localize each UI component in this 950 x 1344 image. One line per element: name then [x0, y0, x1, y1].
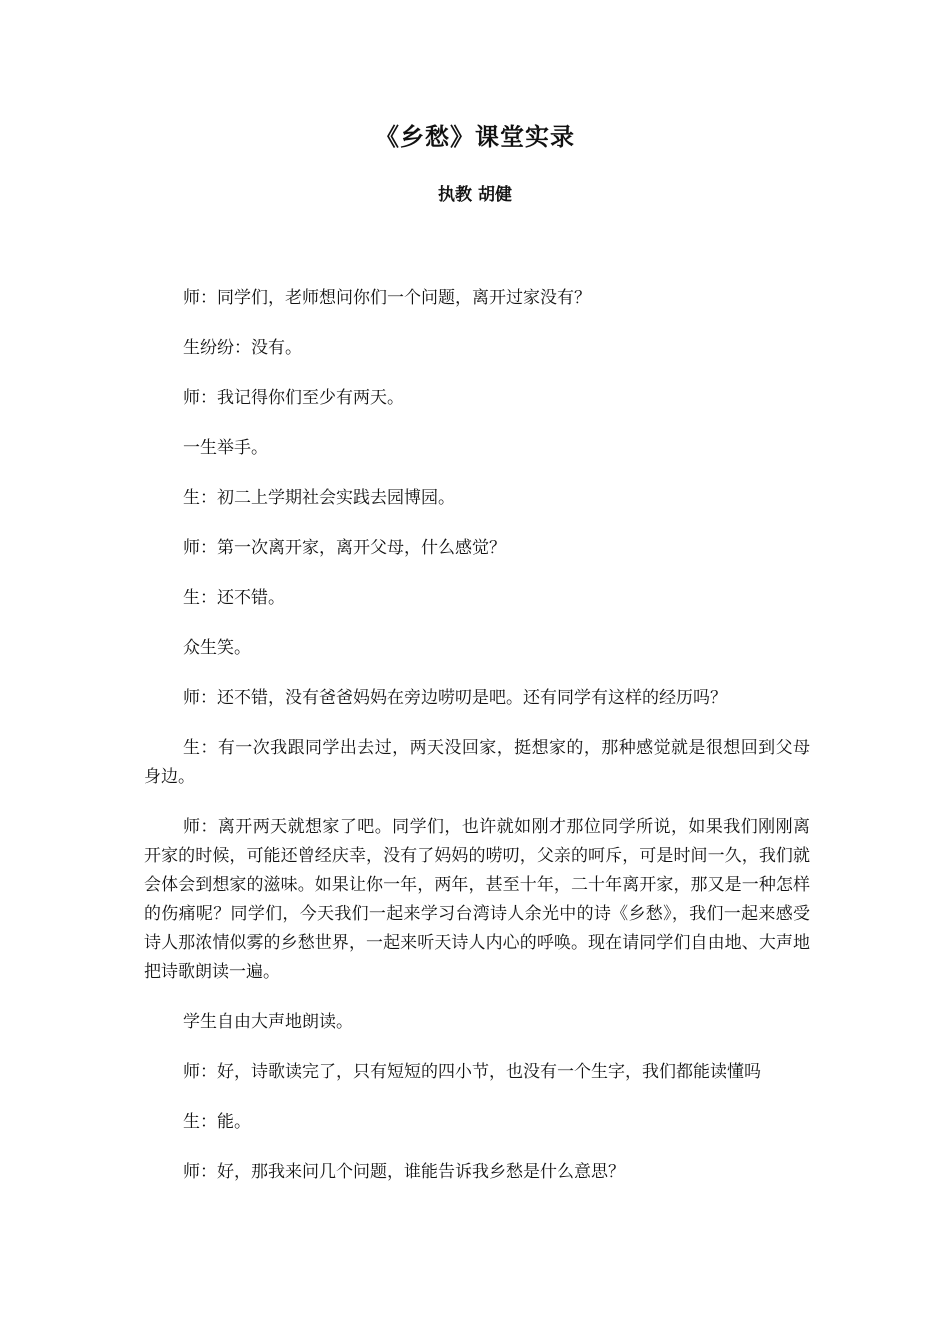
paragraph: 一生举手。	[183, 438, 268, 458]
document-body	[144, 284, 810, 1208]
paragraph: 生：还不错。	[183, 588, 285, 608]
paragraph: 生纷纷：没有。	[183, 338, 302, 358]
paragraph: 师：我记得你们至少有两天。	[183, 388, 404, 408]
paragraph: 学生自由大声地朗读。	[183, 1012, 353, 1032]
paragraph: 生：初二上学期社会实践去园博园。	[183, 488, 455, 508]
paragraph: 师：离开两天就想家了吧。同学们，也许就如刚才那位同学所说，如果我们刚刚离开家的时候，可能还曾经庆幸，没有了妈妈的唠叨，父亲的呵斥，可是时间一久，我们就会体会到想家的滋味。如果让你一年，两年，甚至十年，二十年离开家，那又是一种怎样的伤痛呢？同学们，今天我们一起来学习台湾诗人余光中的诗《乡愁》，我们一起来感受诗人那浓情似雾的乡愁世界，一起来听天诗人内心的呼唤。现在请同学们自由地、大声地把诗歌朗读一遍。	[144, 817, 810, 982]
paragraph: 众生笑。	[183, 638, 251, 658]
paragraph: 师：好，那我来问几个问题，谁能告诉我乡愁是什么意思？	[183, 1162, 625, 1182]
document-title: 《乡愁》课堂实录	[375, 123, 575, 151]
paragraph: 师：同学们，老师想问你们一个问题，离开过家没有？	[183, 288, 591, 308]
document-author: 执教 胡健	[438, 185, 512, 205]
paragraph: 生：有一次我跟同学出去过，两天没回家，挺想家的，那种感觉就是很想回到父母身边。	[144, 738, 810, 787]
paragraph: 师：好，诗歌读完了，只有短短的四小节，也没有一个生字，我们都能读懂吗	[183, 1062, 761, 1082]
paragraph: 生：能。	[183, 1112, 251, 1132]
paragraph: 师：还不错，没有爸爸妈妈在旁边唠叨是吧。还有同学有这样的经历吗？	[183, 688, 727, 708]
paragraph: 师：第一次离开家，离开父母，什么感觉？	[183, 538, 506, 558]
